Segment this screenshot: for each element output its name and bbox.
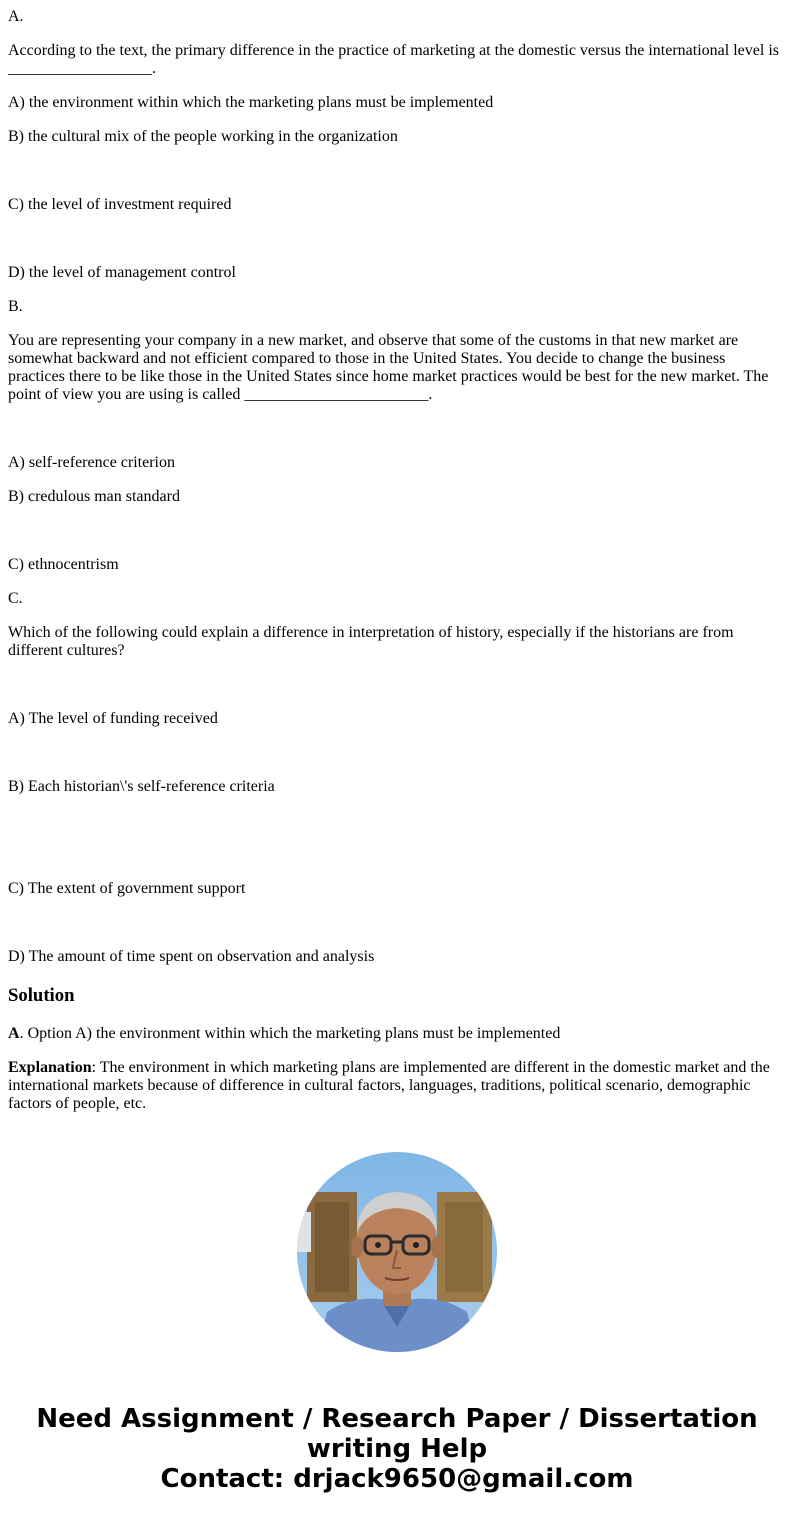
question-b-option-a: A) self-reference criterion xyxy=(8,454,175,471)
question-b-option-b: B) credulous man standard xyxy=(8,488,180,505)
question-c-letter: C. xyxy=(8,590,23,607)
question-c-option-d: D) The amount of time spent on observation and analysis xyxy=(8,948,375,965)
question-a-option-c: C) the level of investment required xyxy=(8,196,232,213)
footer-line-2: writing Help xyxy=(306,1434,488,1464)
explanation-text: : The environment in which marketing plans are implemented are different in the domestic market and the international markets because of difference in cultural factors, languages, traditions, political scenario, demographic factors of people, etc. xyxy=(8,1059,770,1112)
question-b-option-c: C) ethnocentrism xyxy=(8,556,119,573)
question-a-option-d: D) the level of management control xyxy=(8,264,236,281)
question-a-option-a: A) the environment within which the marketing plans must be implemented xyxy=(8,94,494,111)
solution-explanation xyxy=(8,1059,784,1113)
question-a-option-b: B) the cultural mix of the people working in the organization xyxy=(8,128,398,145)
question-c-prompt: Which of the following could explain a difference in interpretation of history, especially if the historians are from different cultures? xyxy=(8,624,734,659)
solution-answer-text: . Option A) the environment within which the marketing plans must be implemented xyxy=(19,1025,561,1042)
footer-line-3: Contact: drjack9650@gmail.com xyxy=(160,1464,634,1494)
footer-contact xyxy=(0,1404,794,1494)
question-a-prompt: According to the text, the primary difference in the practice of marketing at the domestic versus the international level is __________________. xyxy=(8,42,779,77)
question-c-option-a: A) The level of funding received xyxy=(8,710,218,727)
question-b-letter: B. xyxy=(8,298,23,315)
explanation-label: Explanation xyxy=(8,1059,92,1076)
question-b-prompt: You are representing your company in a new market, and observe that some of the customs in that new market are somewhat backward and not efficient compared to those in the United States. You decide to change the business practices there to be like those in the United States since home market practices would be best for the new market. The point of view you are using is called _______________________. xyxy=(8,332,769,403)
question-a-letter: A. xyxy=(8,8,24,25)
avatar-portrait-icon xyxy=(297,1152,497,1352)
footer-line-1: Need Assignment / Research Paper / Dissertation xyxy=(36,1404,758,1434)
solution-answer-letter: A xyxy=(8,1025,20,1042)
solution-heading: Solution xyxy=(8,985,75,1006)
question-c-option-b: B) Each historian\'s self-reference criteria xyxy=(8,778,275,795)
author-avatar xyxy=(297,1152,497,1352)
solution-answer xyxy=(8,1025,784,1043)
question-c-option-c: C) The extent of government support xyxy=(8,880,246,897)
